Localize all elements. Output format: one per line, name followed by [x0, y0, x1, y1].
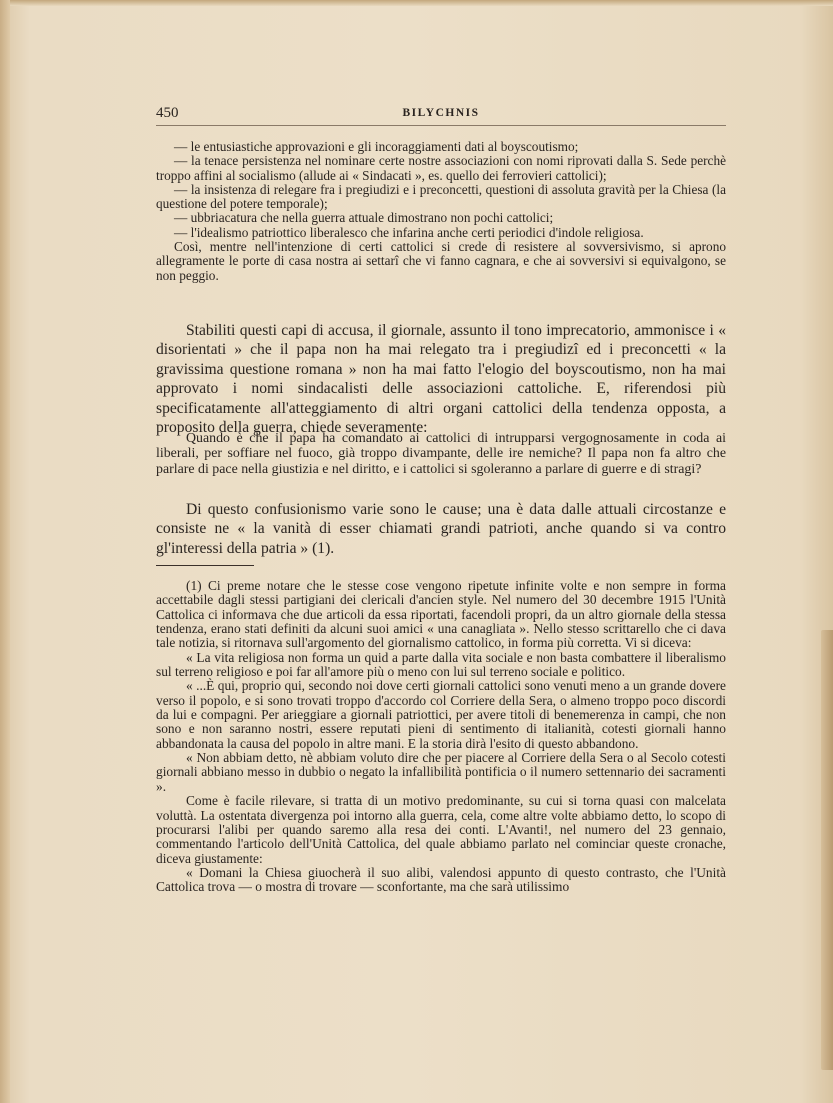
footnote-rule [156, 565, 254, 566]
paragraph: Stabiliti questi capi di accusa, il giornale, assunto il tono imprecatorio, ammonisce i « disorientati » che il papa non ha mai relegato tra i pregiudizî ed i preconcetti « la gravissima questione romana » non ha mai fatto l'elogio del boyscoutismo, non ha mai approvato i nomi sindacalisti delle associazioni cattoliche. E, riferendosi più specificatamente all'atteggiamento di altri organi cattolici della tendenza opposta, a proposito della guerra, chiede severamente: [156, 322, 726, 437]
page-left-edge [0, 0, 10, 1103]
accusation-list [156, 140, 726, 283]
page-right-edge [821, 630, 833, 1070]
paragraph: Di questo confusionismo varie sono le cause; una è data dalle attuali circostanze e consiste ne « la vanità di esser chiamati grandi patrioti, anche quando si va contro gl'interessi della patria » (1). [156, 501, 726, 557]
page-number: 450 [156, 105, 179, 121]
running-header [156, 103, 726, 126]
footnote-paragraph: Come è facile rilevare, si tratta di un motivo predominante, su cui si torna quasi con malcelata voluttà. La ostentata divergenza poi intorno alla guerra, cela, come altre volte abbiamo detto, lo scopo di procurarsi l'alibi per quando saremo alla resa dei conti. L'Avanti!, nel numero del 23 gennaio, commentando l'articolo dell'Unità Cattolica, del quale abbiamo parlato nel cominciar queste cronache, diceva giustamente: [156, 793, 726, 866]
running-title: BILYCHNIS [402, 107, 480, 119]
list-item: — ubbriacatura che nella guerra attuale dimostrano non pochi cattolici; [174, 210, 554, 226]
footnote-paragraph: « ...È qui, proprio qui, secondo noi dove certi giornali cattolici sono venuti meno a un grande dovere verso il popolo, e si sono trovati troppo d'accordo col Corriere della Sera, o almeno troppo poco discordi da lui e compagni. Per arieggiare a giornali patriottici, per avere titoli di benemerenza in campi, che non sono e non saranno nostri, essere reputati pieni di sentimento di italianità, cotesti giornali hanno abbandonata la causa del popolo in altre mani. E la storia dirà l'esito di questo abbandono. [156, 678, 726, 751]
footnote-paragraph: (1) Ci preme notare che le stesse cose vengono ripetute infinite volte e non sempre in forma accettabile dagli stessi partigiani dei clericali d'ancien style. Nel numero del 30 decembre 1915 l'Unità Cattolica ci informava che due articoli da essa riportati, facendoli propri, da un altro giornale della stessa tendenza, erano stati definiti da alcuni suoi amici « una canagliata ». Nello stesso scrittarello che ci dava tale notizia, si ritornava sull'argomento del giornalismo cattolico, in forma più corretta. Vi si diceva: [156, 578, 726, 651]
block-quote: Quando è che il papa ha comandato ai cattolici di intrupparsi vergognosamente in coda ai liberali, per soffiare nel fuoco, già troppo divampante, delle ire nemiche? Il papa non fa altro che parlare di pace nella giustizia e nel diritto, e i cattolici si sgoleranno a parlare di guerre e di stragi? [156, 431, 726, 477]
footnote [156, 579, 726, 895]
page-top-edge [0, 0, 833, 6]
footnote-paragraph: « Domani la Chiesa giuocherà il suo alibi, valendosi appunto di questo contrasto, che l'Unità Cattolica trova — o mostra di trovare — sconfortante, ma che sarà utilissimo [156, 864, 726, 895]
list-item: — la insistenza di relegare fra i pregiudizi e i preconcetti, questioni di assoluta gravità per la Chiesa (la questione del potere temporale); [156, 181, 726, 212]
list-item: — l'idealismo patriottico liberalesco che infarina anche certi periodici d'indole religiosa. [174, 224, 644, 240]
list-item: Così, mentre nell'intenzione di certi cattolici si crede di resistere al sovversivismo, si aprono allegramente le porte di casa nostra ai settarî che vi fanno cagnara, e che ai sovversivi si equivalgono, se non peggio. [156, 239, 726, 283]
list-item: — le entusiastiche approvazioni e gli incoraggiamenti dati al boyscoutismo; [174, 139, 579, 154]
footnote-paragraph: « La vita religiosa non forma un quid a parte dalla vita sociale e non basta combattere il liberalismo sul terreno religioso e poi far all'amore più o meno con lui sul terreno sociale e politico. [156, 649, 726, 680]
footnote-paragraph: « Non abbiam detto, nè abbiam voluto dire che per piacere al Corriere della Sera o al Secolo cotesti giornali abbiano messo in dubbio o negato la infallibilità pontificia o il numero settennario dei sacramenti ». [156, 750, 726, 794]
list-item: — la tenace persistenza nel nominare certe nostre associazioni con nomi riprovati dalla S. Sede perchè troppo affini al socialismo (allude ai « Sindacati », es. quello dei ferrovieri cattolici); [156, 153, 726, 183]
